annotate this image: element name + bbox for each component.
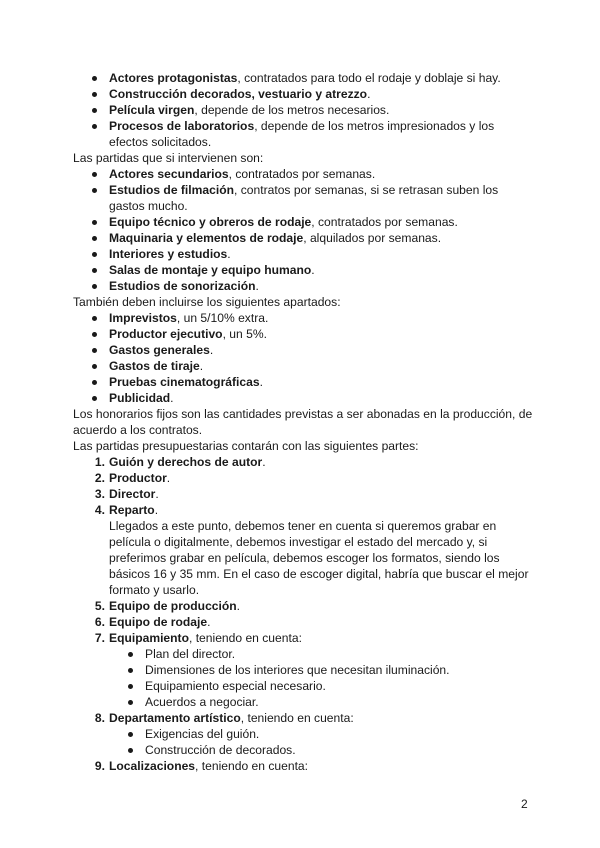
- paragraph-intervening-intro: Las partidas que si intervienen son:: [73, 151, 264, 165]
- list-item: Maquinaria y elementos de rodaje, alquilados por semanas.: [109, 230, 533, 246]
- list-item: Construcción decorados, vestuario y atrezzo.: [109, 86, 533, 102]
- numbered-item: 8. Departamento artístico, teniendo en cuenta: Exigencias del guión. Construcción de decorados.: [109, 710, 533, 758]
- sub-list-item: Dimensiones de los interiores que necesitan iluminación.: [145, 662, 533, 678]
- numbered-item: 7. Equipamiento, teniendo en cuenta: Plan del director. Dimensiones de los interiores que necesitan iluminación. Equipamiento especial necesario. Acuerdos a negociar.: [109, 630, 533, 710]
- numbered-item: 4. Reparto. Llegados a este punto, debemos tener en cuenta si queremos grabar en película o digitalmente, debemos investigar el estado del mercado y, si preferimos grabar en película, debemos escoger los formatos, siendo los básicos 16 y 35 mm. En el caso de escoger digital, habría que buscar el mejor formato y usarlo.: [109, 502, 533, 598]
- list-item: Equipo técnico y obreros de rodaje, contratados por semanas.: [109, 214, 533, 230]
- list-item: Actores secundarios, contratados por semanas.: [109, 166, 533, 182]
- document-body: [73, 70, 533, 774]
- list-item: Gastos de tiraje.: [109, 358, 533, 374]
- list-item: Productor ejecutivo, un 5%.: [109, 326, 533, 342]
- page-number: 2: [521, 797, 528, 811]
- numbered-list-budget-parts: [73, 454, 533, 774]
- sub-list-item: Acuerdos a negociar.: [145, 694, 533, 710]
- list-item: Imprevistos, un 5/10% extra.: [109, 310, 533, 326]
- numbered-item: 2. Productor.: [94, 471, 171, 485]
- paragraph-additional-intro: También deben incluirse los siguientes apartados:: [73, 295, 341, 309]
- sub-list-item: Plan del director.: [145, 646, 533, 662]
- list-item: Estudios de sonorización.: [109, 278, 533, 294]
- paragraph-budget-parts-intro: Las partidas presupuestarias contarán con las siguientes partes:: [73, 439, 419, 453]
- sub-bullet-list: [109, 646, 533, 710]
- list-item: Procesos de laboratorios, depende de los metros impresionados y los efectos solicitados.: [109, 118, 533, 150]
- sub-list-item: Construcción de decorados.: [145, 742, 533, 758]
- item-note: Llegados a este punto, debemos tener en cuenta si queremos grabar en película o digitalmente, debemos investigar el estado del mercado y, si preferimos grabar en película, debemos escoger los formatos, siendo los básicos 16 y 35 mm. En el caso de escoger digital, habría que buscar el mejor formato y usarlo.: [109, 519, 529, 597]
- list-item: Interiores y estudios.: [109, 246, 533, 262]
- list-item: Película virgen, depende de los metros necesarios.: [109, 102, 533, 118]
- bullet-list-additional: [73, 310, 533, 406]
- numbered-item: 1. Guión y derechos de autor.: [94, 455, 266, 469]
- list-item: Actores protagonistas, contratados para todo el rodaje y doblaje si hay.: [109, 70, 533, 86]
- numbered-item: 9. Localizaciones, teniendo en cuenta:: [94, 759, 309, 773]
- bullet-list-intervening: [73, 166, 533, 294]
- bullet-list-non-intervening: [73, 70, 533, 150]
- numbered-item: 5. Equipo de producción.: [94, 599, 241, 613]
- paragraph-fixed-fees: Los honorarios fijos son las cantidades previstas a ser abonadas en la producción, de acuerdo a los contratos.: [73, 407, 533, 437]
- list-item: Publicidad.: [109, 390, 533, 406]
- numbered-item: 6. Equipo de rodaje.: [94, 615, 211, 629]
- numbered-item: 3. Director.: [94, 487, 159, 501]
- sub-list-item: Exigencias del guión.: [145, 726, 533, 742]
- list-item: Gastos generales.: [109, 342, 533, 358]
- sub-list-item: Equipamiento especial necesario.: [145, 678, 533, 694]
- list-item: Salas de montaje y equipo humano.: [109, 262, 533, 278]
- list-item: Estudios de filmación, contratos por semanas, si se retrasan suben los gastos mucho.: [109, 182, 533, 214]
- sub-bullet-list: [109, 726, 533, 758]
- list-item: Pruebas cinematográficas.: [109, 374, 533, 390]
